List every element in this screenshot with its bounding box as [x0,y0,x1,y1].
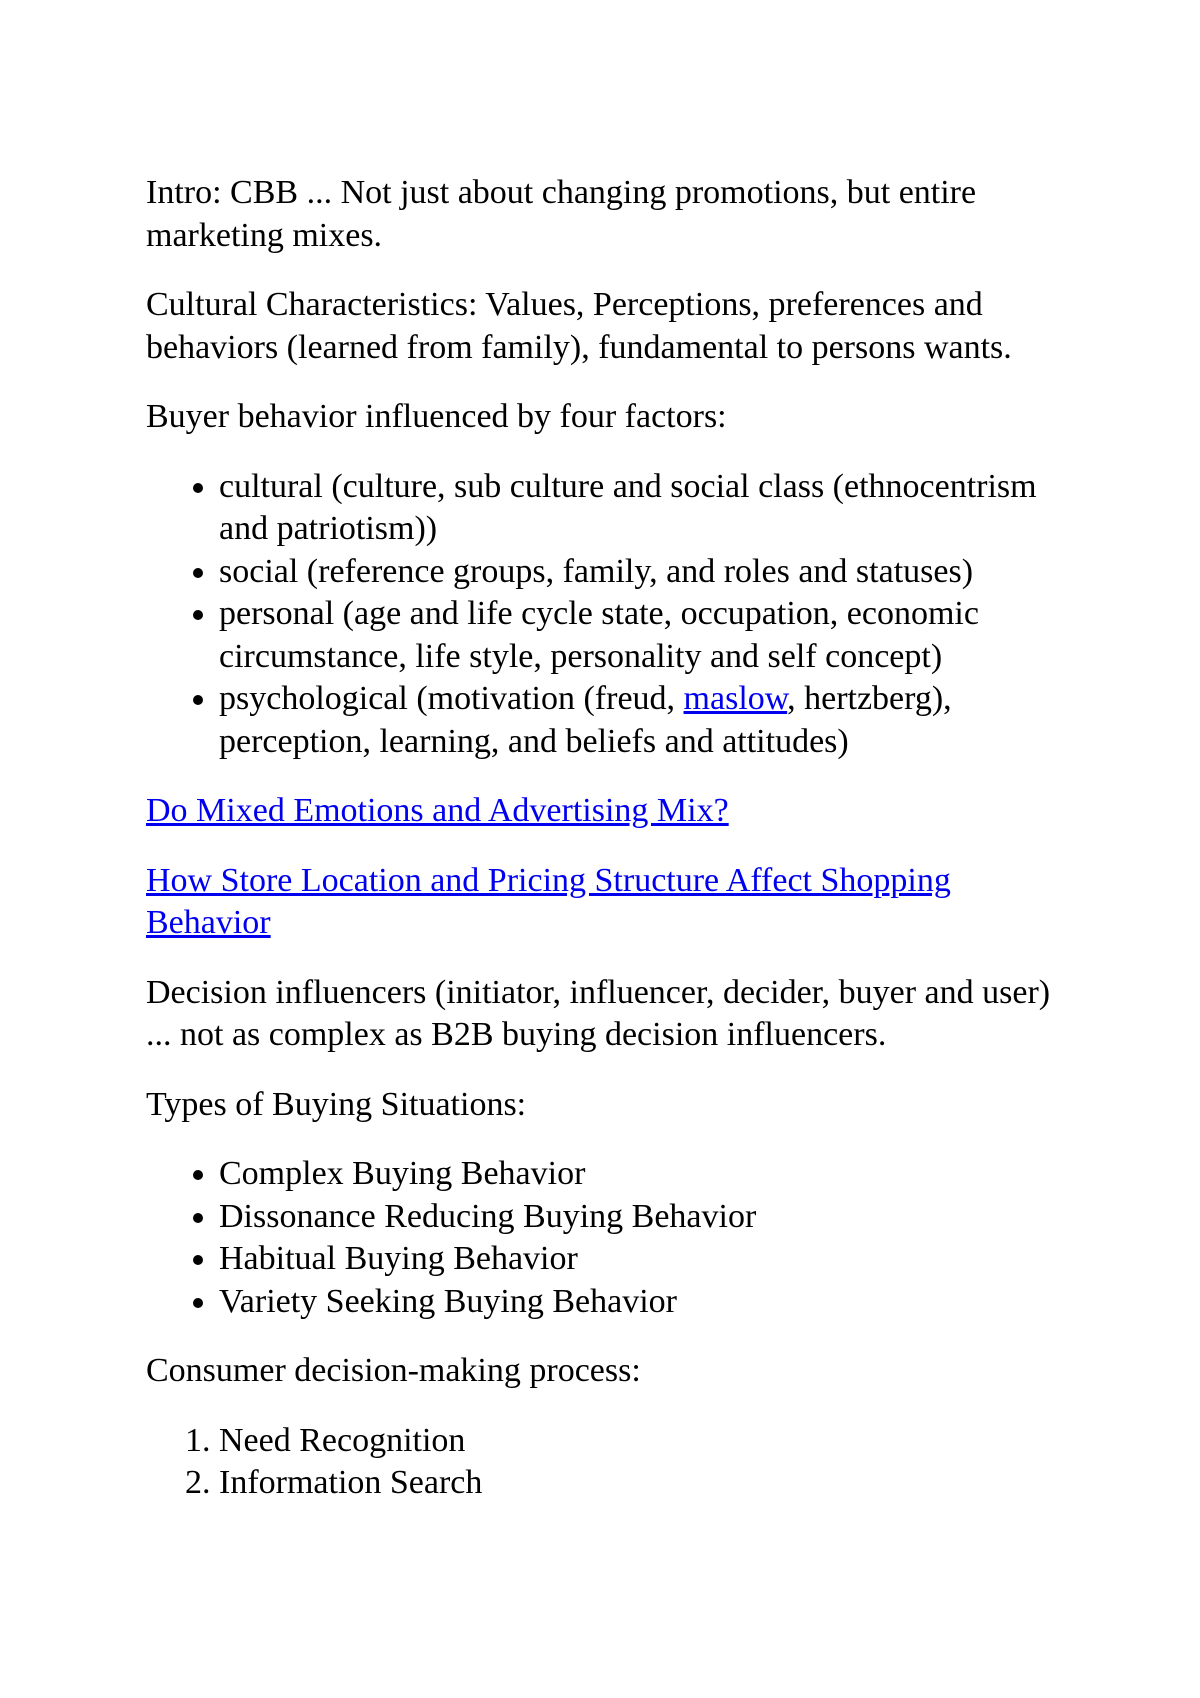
factors-list [146,466,1076,764]
intro-paragraph: Intro: CBB ... Not just about changing promotions, but entire marketing mixes. [146,174,977,254]
cultural-characteristics-paragraph: Cultural Characteristics: Values, Perceptions, preferences and behaviors (learned from family), fundamental to persons wants. [146,286,1012,366]
situation-item: • Variety Seeking Buying Behavior [219,1281,1076,1324]
decision-process-heading: Consumer decision-making process: [146,1352,641,1389]
store-location-paragraph [146,860,1076,945]
factors-heading: Buyer behavior influenced by four factors: [146,398,727,435]
buying-situations-list [146,1153,1076,1323]
factor-social: • social (reference groups, family, and roles and statuses) [219,551,1076,594]
decision-process-list [146,1420,1076,1505]
factor-cultural: • cultural (culture, sub culture and social class (ethnocentrism and patriotism)) [219,466,1076,551]
situation-item: • Dissonance Reducing Buying Behavior [219,1196,1076,1239]
situation-item: • Habitual Buying Behavior [219,1238,1076,1281]
buying-situations-heading: Types of Buying Situations: [146,1085,527,1123]
factor-psychological-text-after: , hertzberg), perception, learning, and beliefs and attitudes) [219,680,952,760]
process-step: 1. Need Recognition [219,1420,1076,1463]
process-step: 2. Information Search [219,1462,1076,1505]
mixed-emotions-paragraph [146,790,1076,833]
situation-item: • Complex Buying Behavior [219,1153,1076,1196]
maslow-link[interactable]: maslow [683,680,788,717]
factor-psychological-text-before: psychological (motivation (freud, [219,680,684,717]
mixed-emotions-link[interactable]: Do Mixed Emotions and Advertising Mix? [146,792,729,829]
document-page [146,172,1076,1532]
decision-influencers-paragraph: Decision influencers (initiator, influencer, decider, buyer and user) ... not as complex as B2B buying decision influencers. [146,973,1051,1053]
factor-personal: • personal (age and life cycle state, occupation, economic circumstance, life style, personality and self concept) [219,593,1076,678]
store-location-link[interactable]: How Store Location and Pricing Structure Affect Shopping Behavior [146,861,951,941]
factor-psychological [219,678,1076,763]
